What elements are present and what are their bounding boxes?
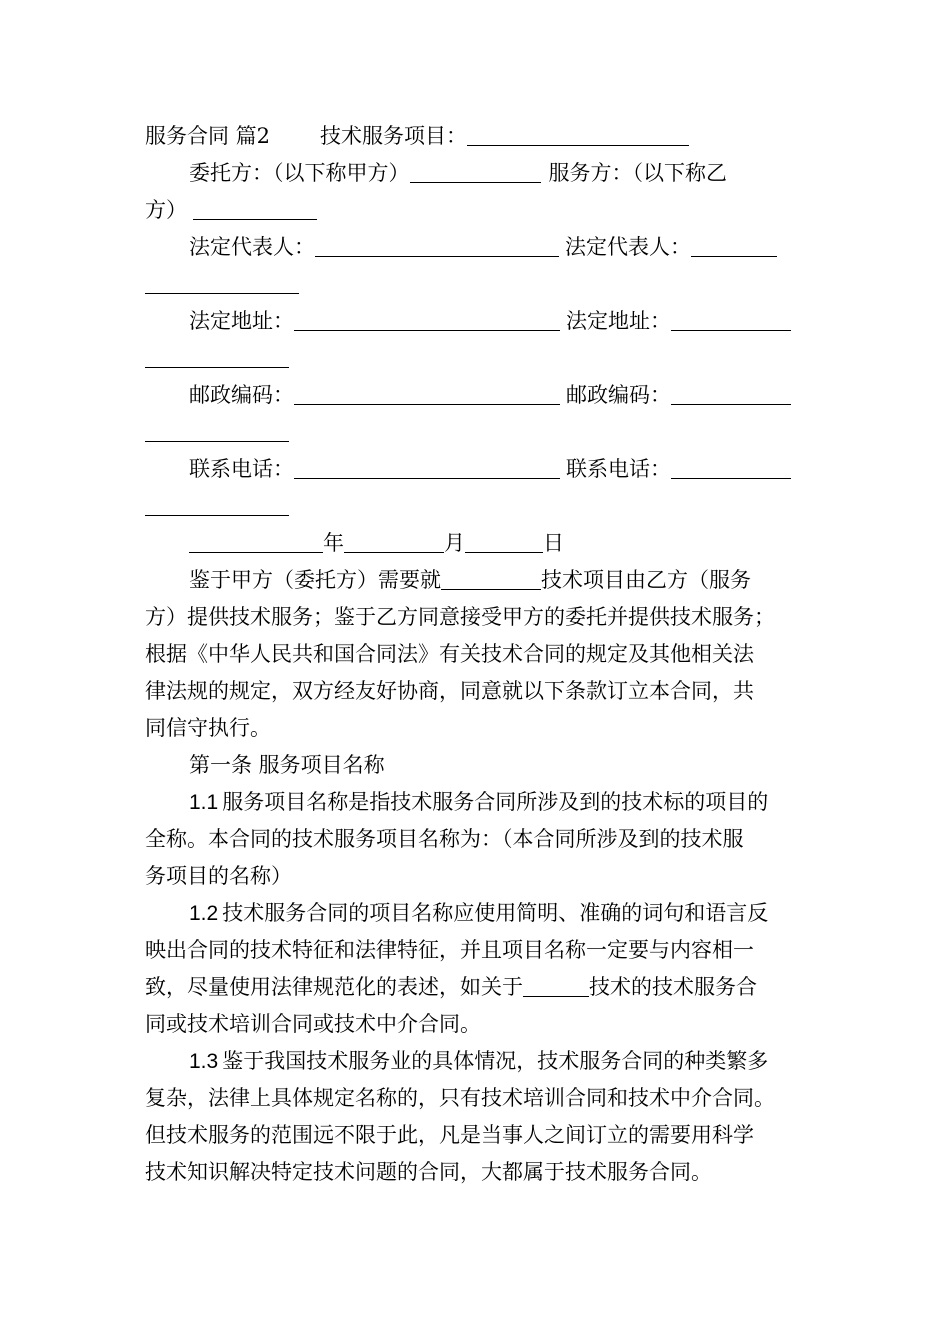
article-1-heading — [145, 747, 810, 784]
provider-label: 服务方：（以下称乙 — [548, 161, 727, 185]
field-blank-left — [294, 456, 560, 479]
preamble-text: 鉴于甲方（委托方）需要就 — [189, 568, 441, 592]
field-label-right: 法定地址： — [566, 309, 671, 333]
field-label-left: 邮政编码： — [189, 383, 294, 407]
clause-1-1-line-3 — [145, 858, 810, 895]
document-title: 服务合同 篇2 — [145, 124, 271, 148]
field-blank-left — [315, 234, 559, 257]
clause-1-3-line-3 — [145, 1117, 810, 1154]
client-blank — [410, 160, 541, 183]
clause-number: 1.1 — [189, 791, 219, 814]
clause-1-2-line-3 — [145, 969, 810, 1006]
preamble-text: 技术项目由乙方（服务 — [541, 568, 751, 592]
technology-blank — [523, 974, 589, 997]
field-blank-right — [691, 234, 777, 257]
parties-line — [145, 155, 810, 192]
clause-1-3-line-2 — [145, 1080, 810, 1117]
field-blank-left — [294, 382, 560, 405]
field-blank-cont — [145, 493, 289, 516]
parties-line-cont — [145, 192, 810, 229]
clause-text: 服务项目名称是指技术服务合同所涉及到的技术标的项目的 — [222, 790, 769, 814]
field-blank-left — [294, 308, 560, 331]
clause-1-3-line-1 — [145, 1043, 810, 1080]
field-blank-cont — [145, 345, 289, 368]
document-body — [145, 118, 810, 1191]
field-blank-cont — [145, 419, 289, 442]
clause-number: 1.2 — [189, 902, 219, 925]
field-phone-cont — [145, 488, 810, 525]
preamble-text: 律法规的规定，双方经友好协商，同意就以下条款订立本合同，共 — [145, 679, 754, 703]
field-phone — [145, 451, 810, 488]
clause-number: 1.3 — [189, 1050, 219, 1073]
year-label: 年 — [323, 531, 344, 555]
clause-1-1-line-2 — [145, 821, 810, 858]
field-legal-rep-cont — [145, 266, 810, 303]
day-blank — [465, 530, 543, 553]
clause-text: 全称。本合同的技术服务项目名称为：（本合同所涉及到的技术服 — [145, 827, 744, 851]
clause-text: 致，尽量使用法律规范化的表述，如关于 — [145, 975, 523, 999]
clause-text: 技术知识解决特定技术问题的合同，大都属于技术服务合同。 — [145, 1160, 712, 1184]
clause-1-3-line-4 — [145, 1154, 810, 1191]
technical-item-blank — [441, 567, 541, 590]
provider-label-cont: 方） — [145, 198, 187, 222]
clause-text: 但技术服务的范围远不限于此，凡是当事人之间订立的需要用科学 — [145, 1123, 754, 1147]
date-line — [145, 525, 810, 562]
field-blank-right — [671, 308, 791, 331]
project-label: 技术服务项目： — [320, 124, 468, 148]
field-legal-rep — [145, 229, 810, 266]
clause-text: 同或技术培训合同或技术中介合同。 — [145, 1012, 481, 1036]
field-label-left: 法定地址： — [189, 309, 294, 333]
year-blank — [189, 530, 323, 553]
title-line — [145, 118, 810, 155]
preamble-text: 根据《中华人民共和国合同法》有关技术合同的规定及其他相关法 — [145, 642, 754, 666]
field-legal-address — [145, 303, 810, 340]
clause-text: 技术的技术服务合 — [589, 975, 757, 999]
field-blank-right — [671, 456, 791, 479]
field-postal-code-cont — [145, 414, 810, 451]
client-label: 委托方：（以下称甲方） — [189, 161, 410, 185]
project-name-blank — [467, 123, 689, 146]
clause-text: 鉴于我国技术服务业的具体情况，技术服务合同的种类繁多 — [222, 1049, 769, 1073]
preamble-line-3 — [145, 636, 810, 673]
preamble-line-5 — [145, 710, 810, 747]
field-label-right: 法定代表人： — [565, 235, 691, 259]
article-heading: 第一条 服务项目名称 — [189, 753, 385, 777]
clause-1-2-line-1 — [145, 895, 810, 932]
field-blank-right — [671, 382, 791, 405]
preamble-line-1 — [145, 562, 810, 599]
clause-1-2-line-4 — [145, 1006, 810, 1043]
preamble-line-4 — [145, 673, 810, 710]
clause-text: 映出合同的技术特征和法律特征，并且项目名称一定要与内容相一 — [145, 938, 754, 962]
month-label: 月 — [444, 531, 465, 555]
clause-text: 复杂，法律上具体规定名称的，只有技术培训合同和技术中介合同。 — [145, 1086, 775, 1110]
field-label-left: 法定代表人： — [189, 235, 315, 259]
field-blank-cont — [145, 271, 299, 294]
clause-1-2-line-2 — [145, 932, 810, 969]
clause-1-1-line-1 — [145, 784, 810, 821]
field-label-right: 邮政编码： — [566, 383, 671, 407]
preamble-text: 方）提供技术服务；鉴于乙方同意接受甲方的委托并提供技术服务； — [145, 605, 775, 629]
field-legal-address-cont — [145, 340, 810, 377]
field-label-right: 联系电话： — [566, 457, 671, 481]
field-postal-code — [145, 377, 810, 414]
preamble-line-2 — [145, 599, 810, 636]
clause-text: 技术服务合同的项目名称应使用简明、准确的词句和语言反 — [222, 901, 769, 925]
provider-blank — [193, 197, 317, 220]
day-label: 日 — [543, 531, 564, 555]
field-label-left: 联系电话： — [189, 457, 294, 481]
month-blank — [344, 530, 444, 553]
clause-text: 务项目的名称） — [145, 864, 292, 888]
preamble-text: 同信守执行。 — [145, 716, 271, 740]
